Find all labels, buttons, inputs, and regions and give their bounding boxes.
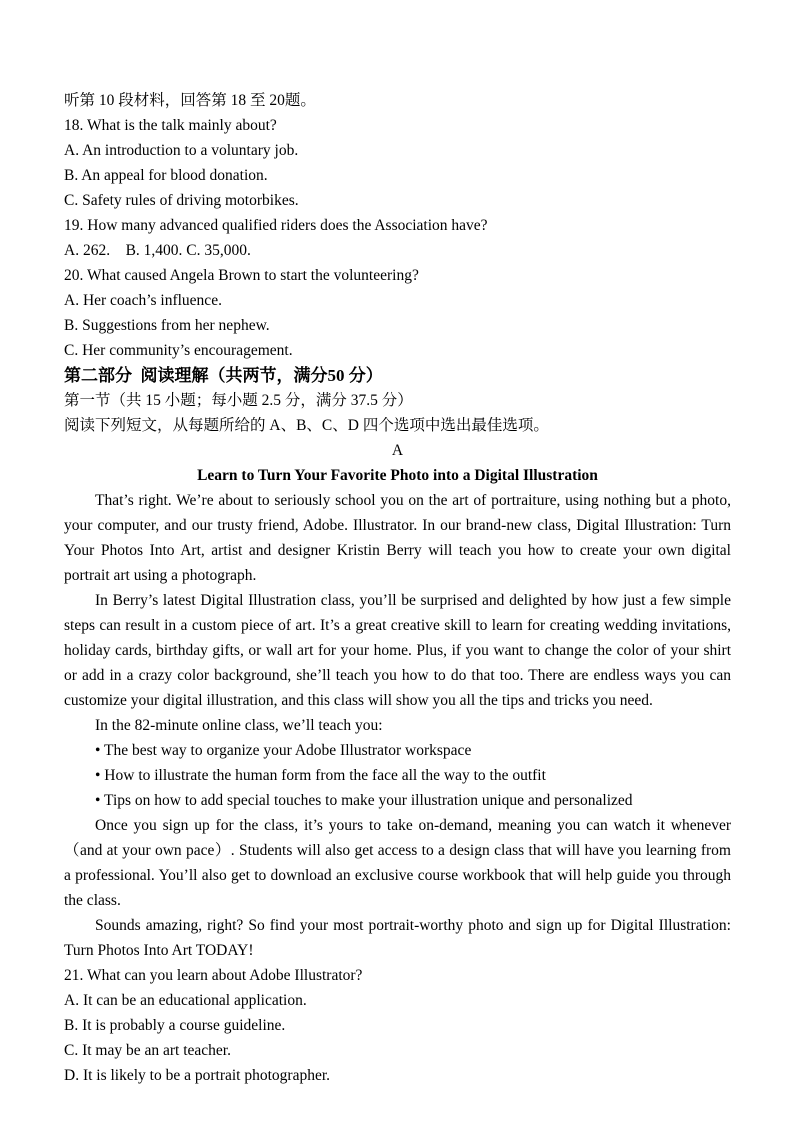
q20-option-a: A. Her coach’s influence. xyxy=(64,292,222,309)
q21-option-d: D. It is likely to be a portrait photographer. xyxy=(64,1067,331,1084)
q18-option-c: C. Safety rules of driving motorbikes. xyxy=(64,192,299,209)
q20-option-c: C. Her community’s encouragement. xyxy=(64,342,293,359)
passage-paragraph-1: That’s right. We’re about to seriously school you on the art of portraiture, using nothing but a photo, your computer, and our trusty friend, Adobe. Illustrator. In our brand-new class, Digital Illustration: Turn Your Photos Into Art, artist and designer Kristin Berry will teach you how to create your own digital portrait art using a photograph. xyxy=(64,492,731,584)
passage-label: A xyxy=(391,442,404,459)
q19-options: A. 262. B. 1,400. C. 35,000. xyxy=(64,242,251,259)
part-two-heading: 第二部分 阅读理解（共两节，满分50 分） xyxy=(64,366,383,385)
passage-paragraph-4: Once you sign up for the class, it’s yours to take on-demand, meaning you can watch it whenever（and at your own pace）. Students will also get access to a design class that will have you learning from a professional. You’ll also get to download an exclusive course workbook that will help guide you through the class. xyxy=(64,817,731,909)
question-18: 18. What is the talk mainly about? xyxy=(64,117,277,134)
passage-title: Learn to Turn Your Favorite Photo into a Digital Illustration xyxy=(197,467,598,484)
passage-paragraph-5: Sounds amazing, right? So find your most portrait-worthy photo and sign up for Digital Illustration: Turn Photos Into Art TODAY! xyxy=(64,917,731,959)
question-20: 20. What caused Angela Brown to start the volunteering? xyxy=(64,267,419,284)
listening-section-instruction: 听第 10 段材料，回答第 18 至 20题。 xyxy=(64,92,316,109)
bullet-item-2: • How to illustrate the human form from the face all the way to the outfit xyxy=(95,767,546,784)
section-one-line: 第一节（共 15 小题；每小题 2.5 分，满分 37.5 分） xyxy=(64,392,413,409)
q18-option-a: A. An introduction to a voluntary job. xyxy=(64,142,299,159)
bullet-item-1: • The best way to organize your Adobe Illustrator workspace xyxy=(95,742,472,759)
q21-option-a: A. It can be an educational application. xyxy=(64,992,307,1009)
reading-instruction: 阅读下列短文，从每题所给的 A、B、C、D 四个选项中选出最佳选项。 xyxy=(64,417,549,434)
q20-option-b: B. Suggestions from her nephew. xyxy=(64,317,270,334)
passage-paragraph-2: In Berry’s latest Digital Illustration class, you’ll be surprised and delighted by how just a few simple steps can result in a custom piece of art. It’s a great creative skill to learn for creating wedding invitations, holiday cards, birthday gifts, or wall art for your home. Plus, if you want to change the color of your shirt or add in a crazy color background, she’ll teach you how to do that too. There are endless ways you can customize your digital illustration, and this class will show you all the tips and tricks you need. xyxy=(64,592,731,709)
question-19: 19. How many advanced qualified riders does the Association have? xyxy=(64,217,488,234)
question-21: 21. What can you learn about Adobe Illustrator? xyxy=(64,967,363,984)
bullet-item-3: • Tips on how to add special touches to make your illustration unique and personalized xyxy=(95,792,633,809)
q21-option-c: C. It may be an art teacher. xyxy=(64,1042,231,1059)
q18-option-b: B. An appeal for blood donation. xyxy=(64,167,268,184)
passage-paragraph-3: In the 82-minute online class, we’ll teach you: xyxy=(95,717,383,734)
q21-option-b: B. It is probably a course guideline. xyxy=(64,1017,286,1034)
